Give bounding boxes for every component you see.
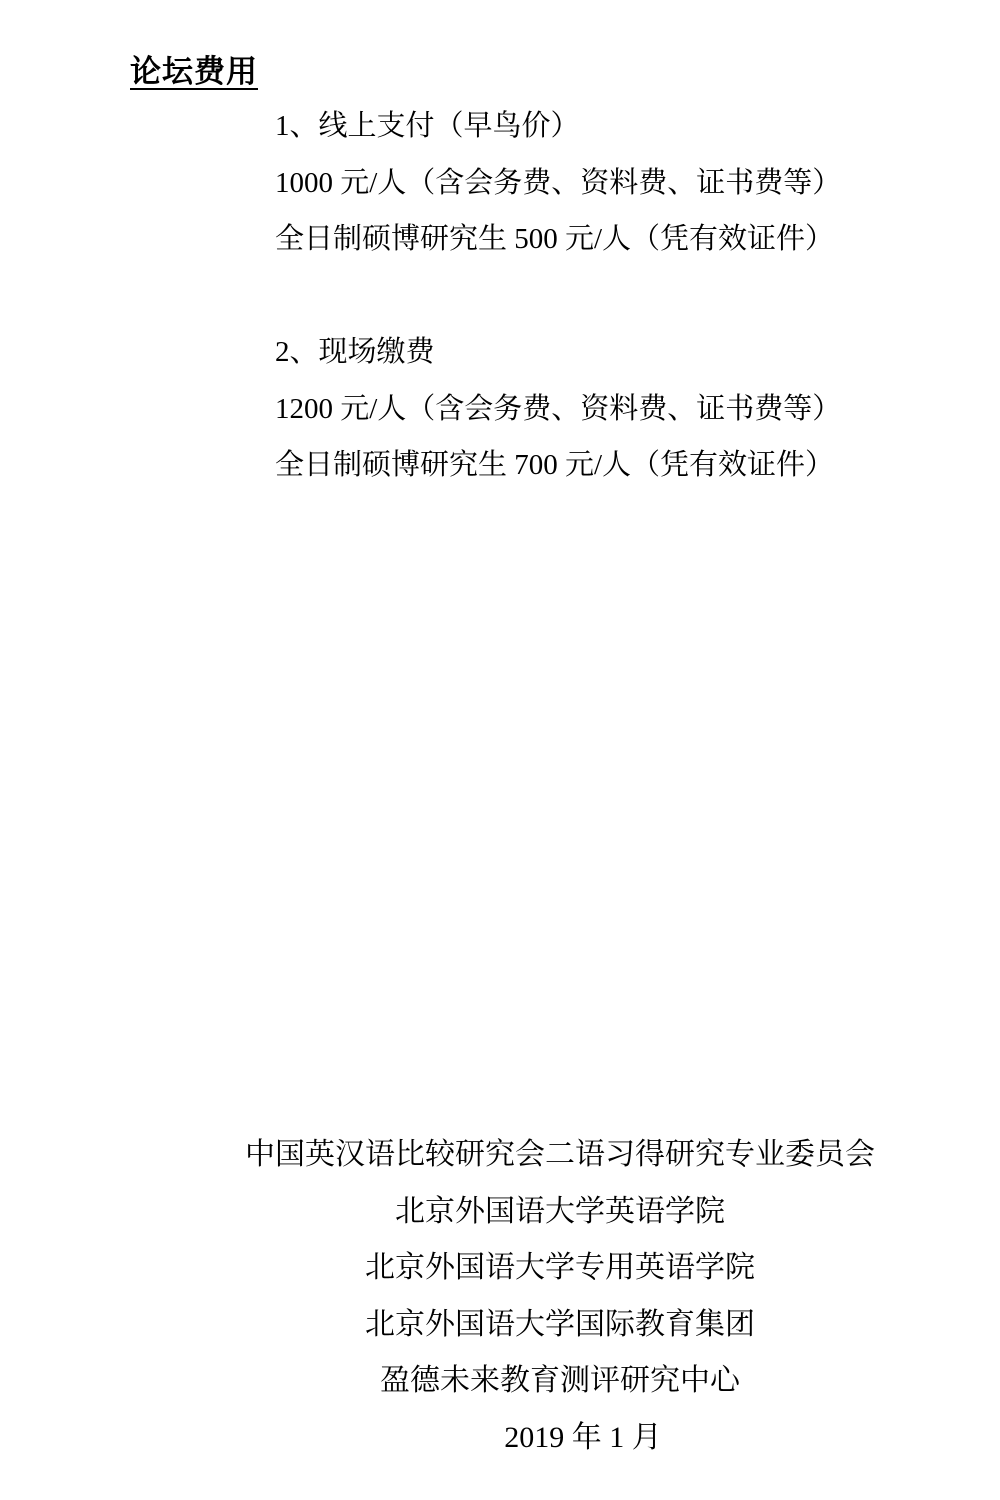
section1-fee-line: 1000 元/人（含会务费、资料费、证书费等） bbox=[275, 166, 842, 199]
document-date: 2019 年 1 月 bbox=[504, 1420, 662, 1454]
section1-student-fee-line: 全日制硕博研究生 500 元/人（凭有效证件） bbox=[275, 223, 835, 255]
page-title: 论坛费用 bbox=[130, 54, 258, 89]
section2-heading: 2、现场缴费 bbox=[275, 336, 435, 368]
signature-org-1: 中国英汉语比较研究会二语习得研究专业委员会 bbox=[245, 1138, 875, 1171]
signature-org-4: 北京外国语大学国际教育集团 bbox=[365, 1307, 755, 1341]
section2-fee-line: 1200 元/人（含会务费、资料费、证书费等） bbox=[275, 392, 842, 425]
signature-org-5: 盈德未来教育测评研究中心 bbox=[380, 1364, 740, 1397]
signature-org-2: 北京外国语大学英语学院 bbox=[395, 1194, 725, 1228]
signature-org-3: 北京外国语大学专用英语学院 bbox=[365, 1251, 755, 1284]
signature-block bbox=[120, 1127, 1000, 1466]
section1-heading: 1、线上支付（早鸟价） bbox=[275, 110, 580, 142]
section2-student-fee-line: 全日制硕博研究生 700 元/人（凭有效证件） bbox=[275, 449, 835, 481]
fee-content bbox=[275, 98, 841, 494]
section-gap bbox=[275, 268, 841, 325]
